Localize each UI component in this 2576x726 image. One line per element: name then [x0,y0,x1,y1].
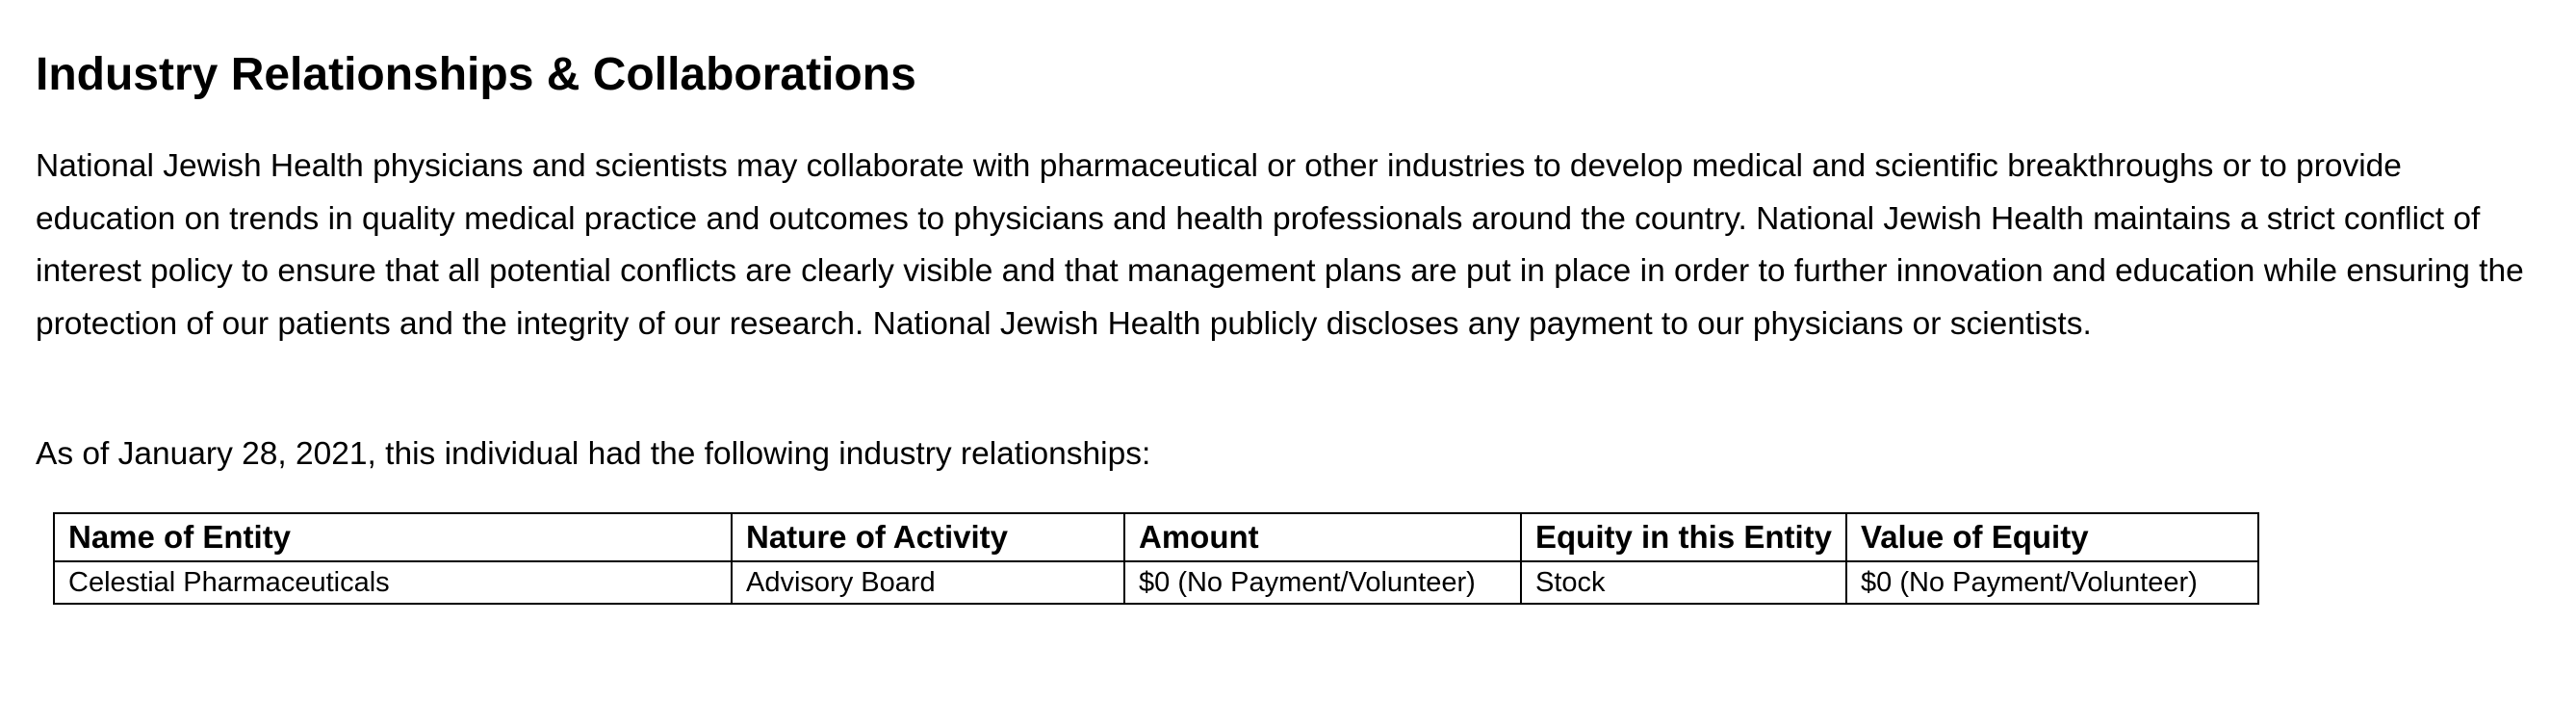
cell-equity-in-entity: Stock [1521,561,1846,604]
header-nature-of-activity: Nature of Activity [732,513,1124,561]
as-of-statement: As of January 28, 2021, this individual had the following industry relationships: [36,436,1151,472]
industry-relationships-table [53,512,2259,605]
header-amount: Amount [1124,513,1521,561]
header-equity-in-entity: Equity in this Entity [1521,513,1846,561]
header-name-of-entity: Name of Entity [54,513,732,561]
cell-name-of-entity: Celestial Pharmaceuticals [54,561,732,604]
page-title: Industry Relationships & Collaborations [36,49,916,100]
header-value-of-equity: Value of Equity [1846,513,2258,561]
table-header-row [54,513,2258,561]
cell-value-of-equity: $0 (No Payment/Volunteer) [1846,561,2258,604]
cell-amount: $0 (No Payment/Volunteer) [1124,561,1521,604]
intro-paragraph: National Jewish Health physicians and scientists may collaborate with pharmaceutical or other industries to develop medical and scientific breakthroughs or to provide education on trends in quality medical practice and outcomes to physicians and health professionals around the country. National Jewish Health maintains a strict conflict of interest policy to ensure that all potential conflicts are clearly visible and that management plans are put in place in order to further innovation and education while ensuring the protection of our patients and the integrity of our research. National Jewish Health publicly discloses any payment to our physicians or scientists. [36,148,2524,343]
table-row [54,561,2258,604]
cell-nature-of-activity: Advisory Board [732,561,1124,604]
